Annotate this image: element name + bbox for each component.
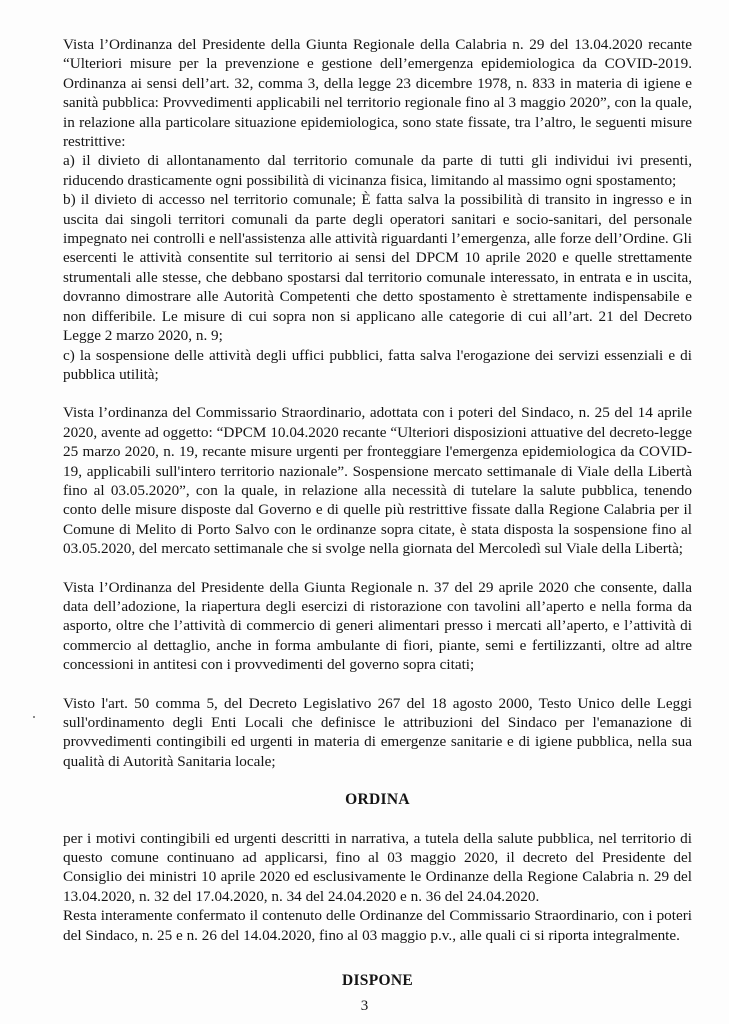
spacer <box>63 384 692 403</box>
paragraph-ordinanza-37: Vista l’Ordinanza del Presidente della Giunta Regionale n. 37 del 29 aprile 2020 che consente, dalla data dell’adozione, la riapertura degli esercizi di ristorazione con tavolini all’aperto e nella forma da asporto, oltre che l’attività di commercio di generi alimentari presso i mercati all’aperto, e l’attività di commercio al dettaglio, anche in forma ambulante di fiori, piante, semi e fertilizzanti, oltre ad altre concessioni in antitesi con i provvedimenti del governo sopra citati; <box>63 578 692 674</box>
heading-dispone: DISPONE <box>341 972 413 990</box>
spacer <box>63 771 692 790</box>
measure-a: a) il divieto di allontanamento dal territorio comunale da parte di tutti gli individui ivi presenti, riducendo drasticamente ogni possibilità di vicinanza fisica, limitando al massimo ogni spostamento; <box>63 152 692 189</box>
document-body <box>63 35 692 990</box>
paragraph-commissario-ordinanza-25: Vista l’ordinanza del Commissario Straordinario, adottata con i poteri del Sindaco, n. 25 del 14 aprile 2020, avente ad oggetto: “DPCM 10.04.2020 recante “Ulteriori disposizioni attuative del decreto-legge 25 marzo 2020, n. 19, recante misure urgenti per fronteggiare l'emergenza epidemiologica da COVID-19, applicabili sull'intero territorio nazionale”. Sospensione mercato settimanale di Viale della Libertà fino al 03.05.2020”, con la quale, in relazione alla necessità di tutelare la salute pubblica, tenendo conto delle misure disposte dal Governo e di quelle più restrittive fissate dalla Regione Calabria per il Comune di Melito di Porto Salvo con le ordinanze sopra citate, è stata disposta la sospensione fino al 03.05.2020, del mercato settimanale che si svolge nella giornata del Mercoledì sul Viale della Libertà; <box>63 404 692 558</box>
scan-speck <box>33 716 35 718</box>
spacer <box>63 675 692 694</box>
measure-c: c) la sospensione delle attività degli uffici pubblici, fatta salva l'erogazione dei servizi essenziali e di pubblica utilità; <box>63 346 692 383</box>
paragraph-ordinanza-29: Vista l’Ordinanza del Presidente della Giunta Regionale della Calabria n. 29 del 13.04.2020 recante “Ulteriori misure per la prevenzione e gestione dell’emergenza epidemiologica da COVID-2019. Ordinanza ai sensi dell’art. 32, comma 3, della legge 23 dicembre 1978, n. 833 in materia di igiene e sanità pubblica: Provvedimenti applicabili nel territorio regionale fino al 3 maggio 2020”, con la quale, in relazione alla particolare situazione epidemiologica, sono state fissate, tra l’altro, le seguenti misure restrittive: <box>63 36 692 151</box>
heading-ordina: ORDINA <box>345 791 410 809</box>
paragraph-ordina-1: per i motivi contingibili ed urgenti descritti in narrativa, a tutela della salute pubblica, nel territorio di questo comune continuano ad applicarsi, fino al 03 maggio 2020, il decreto del Presidente del Consiglio dei ministri 10 aprile 2020 ed esclusivamente le Ordinanze della Regione Calabria n. 29 del 13.04.2020, n. 32 del 17.04.2020, n. 34 del 24.04.2020 e n. 36 del 24.04.2020. <box>63 829 692 905</box>
spacer <box>63 945 692 971</box>
paragraph-art-50: Visto l'art. 50 comma 5, del Decreto Legislativo 267 del 18 agosto 2000, Testo Unico delle Leggi sull'ordinamento degli Enti Locali che definisce le attribuzioni del Sindaco per l'emanazione di provvedimenti contingibili ed urgenti in materia di emergenze sanitarie e di igiene pubblica, nella sua qualità di Autorità Sanitaria locale; <box>63 694 692 770</box>
spacer <box>63 810 692 829</box>
measure-b: b) il divieto di accesso nel territorio comunale; È fatta salva la possibilità di transito in ingresso e in uscita dai singoli territori comunali da parte degli operatori sanitari e socio-sanitari, del personale impegnato nei controlli e nell'assistenza alle attività riguardanti l’emergenza, alle forze dell’Ordine. Gli esercenti le attività consentite sul territorio ai sensi del DPCM 10 aprile 2020 e quelle strettamente strumentali alle stesse, che debbano spostarsi dal territorio comunale interessato, in entrata e in uscita, dovranno dimostrare alle Autorità Competenti che detto spostamento è strettamente indispensabile e non differibile. Le misure di cui sopra non si applicano alle categorie di cui all’art. 21 del Decreto Legge 2 marzo 2020, n. 9; <box>63 191 692 345</box>
spacer <box>63 559 692 578</box>
paragraph-ordina-2: Resta interamente confermato il contenuto delle Ordinanze del Commissario Straordinario, con i poteri del Sindaco, n. 25 e n. 26 del 14.04.2020, fino al 03 maggio p.v., alle quali ci si riporta integralmente. <box>63 907 692 944</box>
page-number: 3 <box>360 998 369 1014</box>
